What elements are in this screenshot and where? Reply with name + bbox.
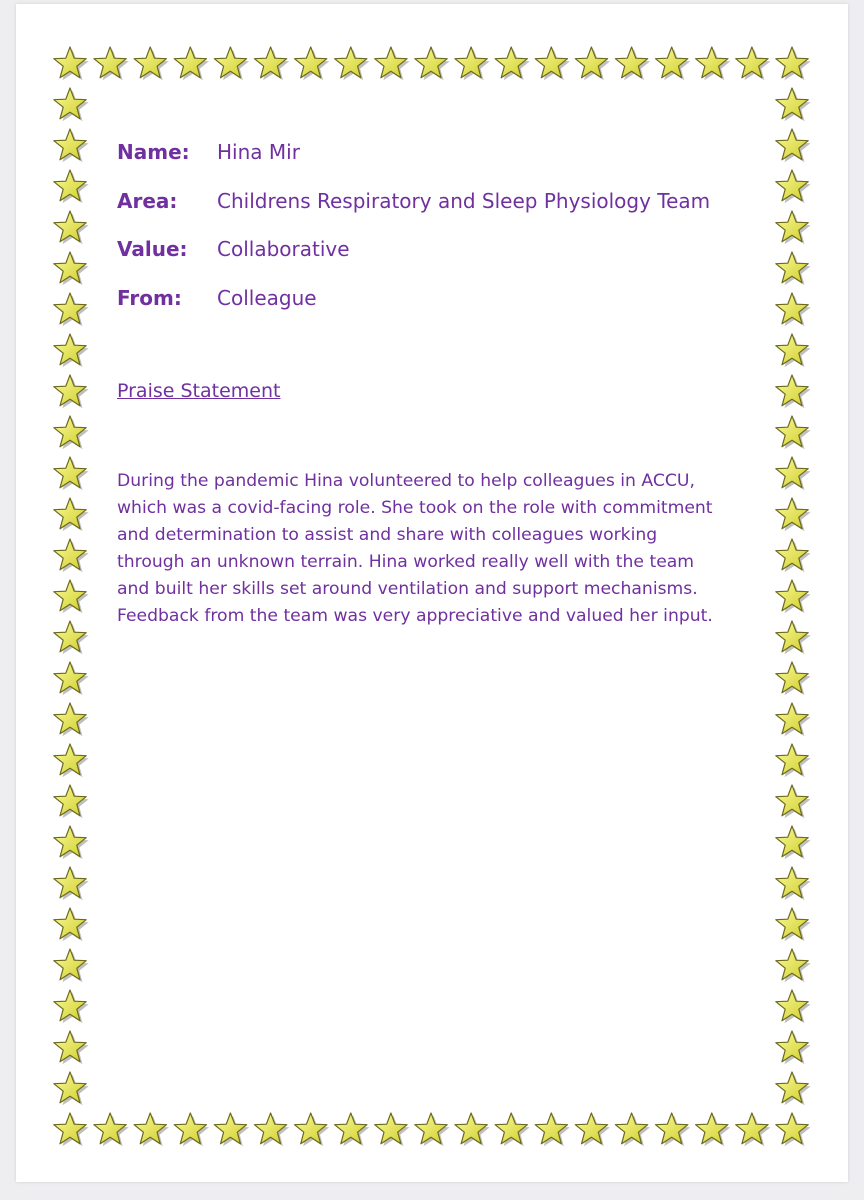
field-value-row xyxy=(117,237,757,286)
field-from-row xyxy=(117,286,757,335)
statement-line: through an unknown terrain. Hina worked really well with the team xyxy=(117,552,695,572)
praise-statement-heading: Praise Statement xyxy=(117,380,281,402)
field-name-row xyxy=(117,140,757,189)
field-area-value: Childrens Respiratory and Sleep Physiology Team xyxy=(217,188,711,213)
field-from-label: From: xyxy=(117,285,182,310)
statement-line: Feedback from the team was very appreciative and valued her input. xyxy=(117,606,713,626)
field-name-value: Hina Mir xyxy=(217,140,300,164)
field-area-row xyxy=(117,189,757,238)
statement-line: During the pandemic Hina volunteered to help colleagues in ACCU, xyxy=(117,471,695,491)
statement-line: which was a covid-facing role. She took on the role with commitment xyxy=(117,498,713,518)
field-from-value: Colleague xyxy=(217,285,317,310)
statement-line: and determination to assist and share with colleagues working xyxy=(117,525,658,545)
praise-statement-text xyxy=(117,468,757,630)
field-area-label: Area: xyxy=(117,188,178,213)
field-value-label: Value: xyxy=(117,237,188,261)
field-value-value: Collaborative xyxy=(217,237,350,261)
praise-card xyxy=(117,140,757,630)
statement-line: and built her skills set around ventilation and support mechanisms. xyxy=(117,579,698,599)
field-name-label: Name: xyxy=(117,140,190,164)
